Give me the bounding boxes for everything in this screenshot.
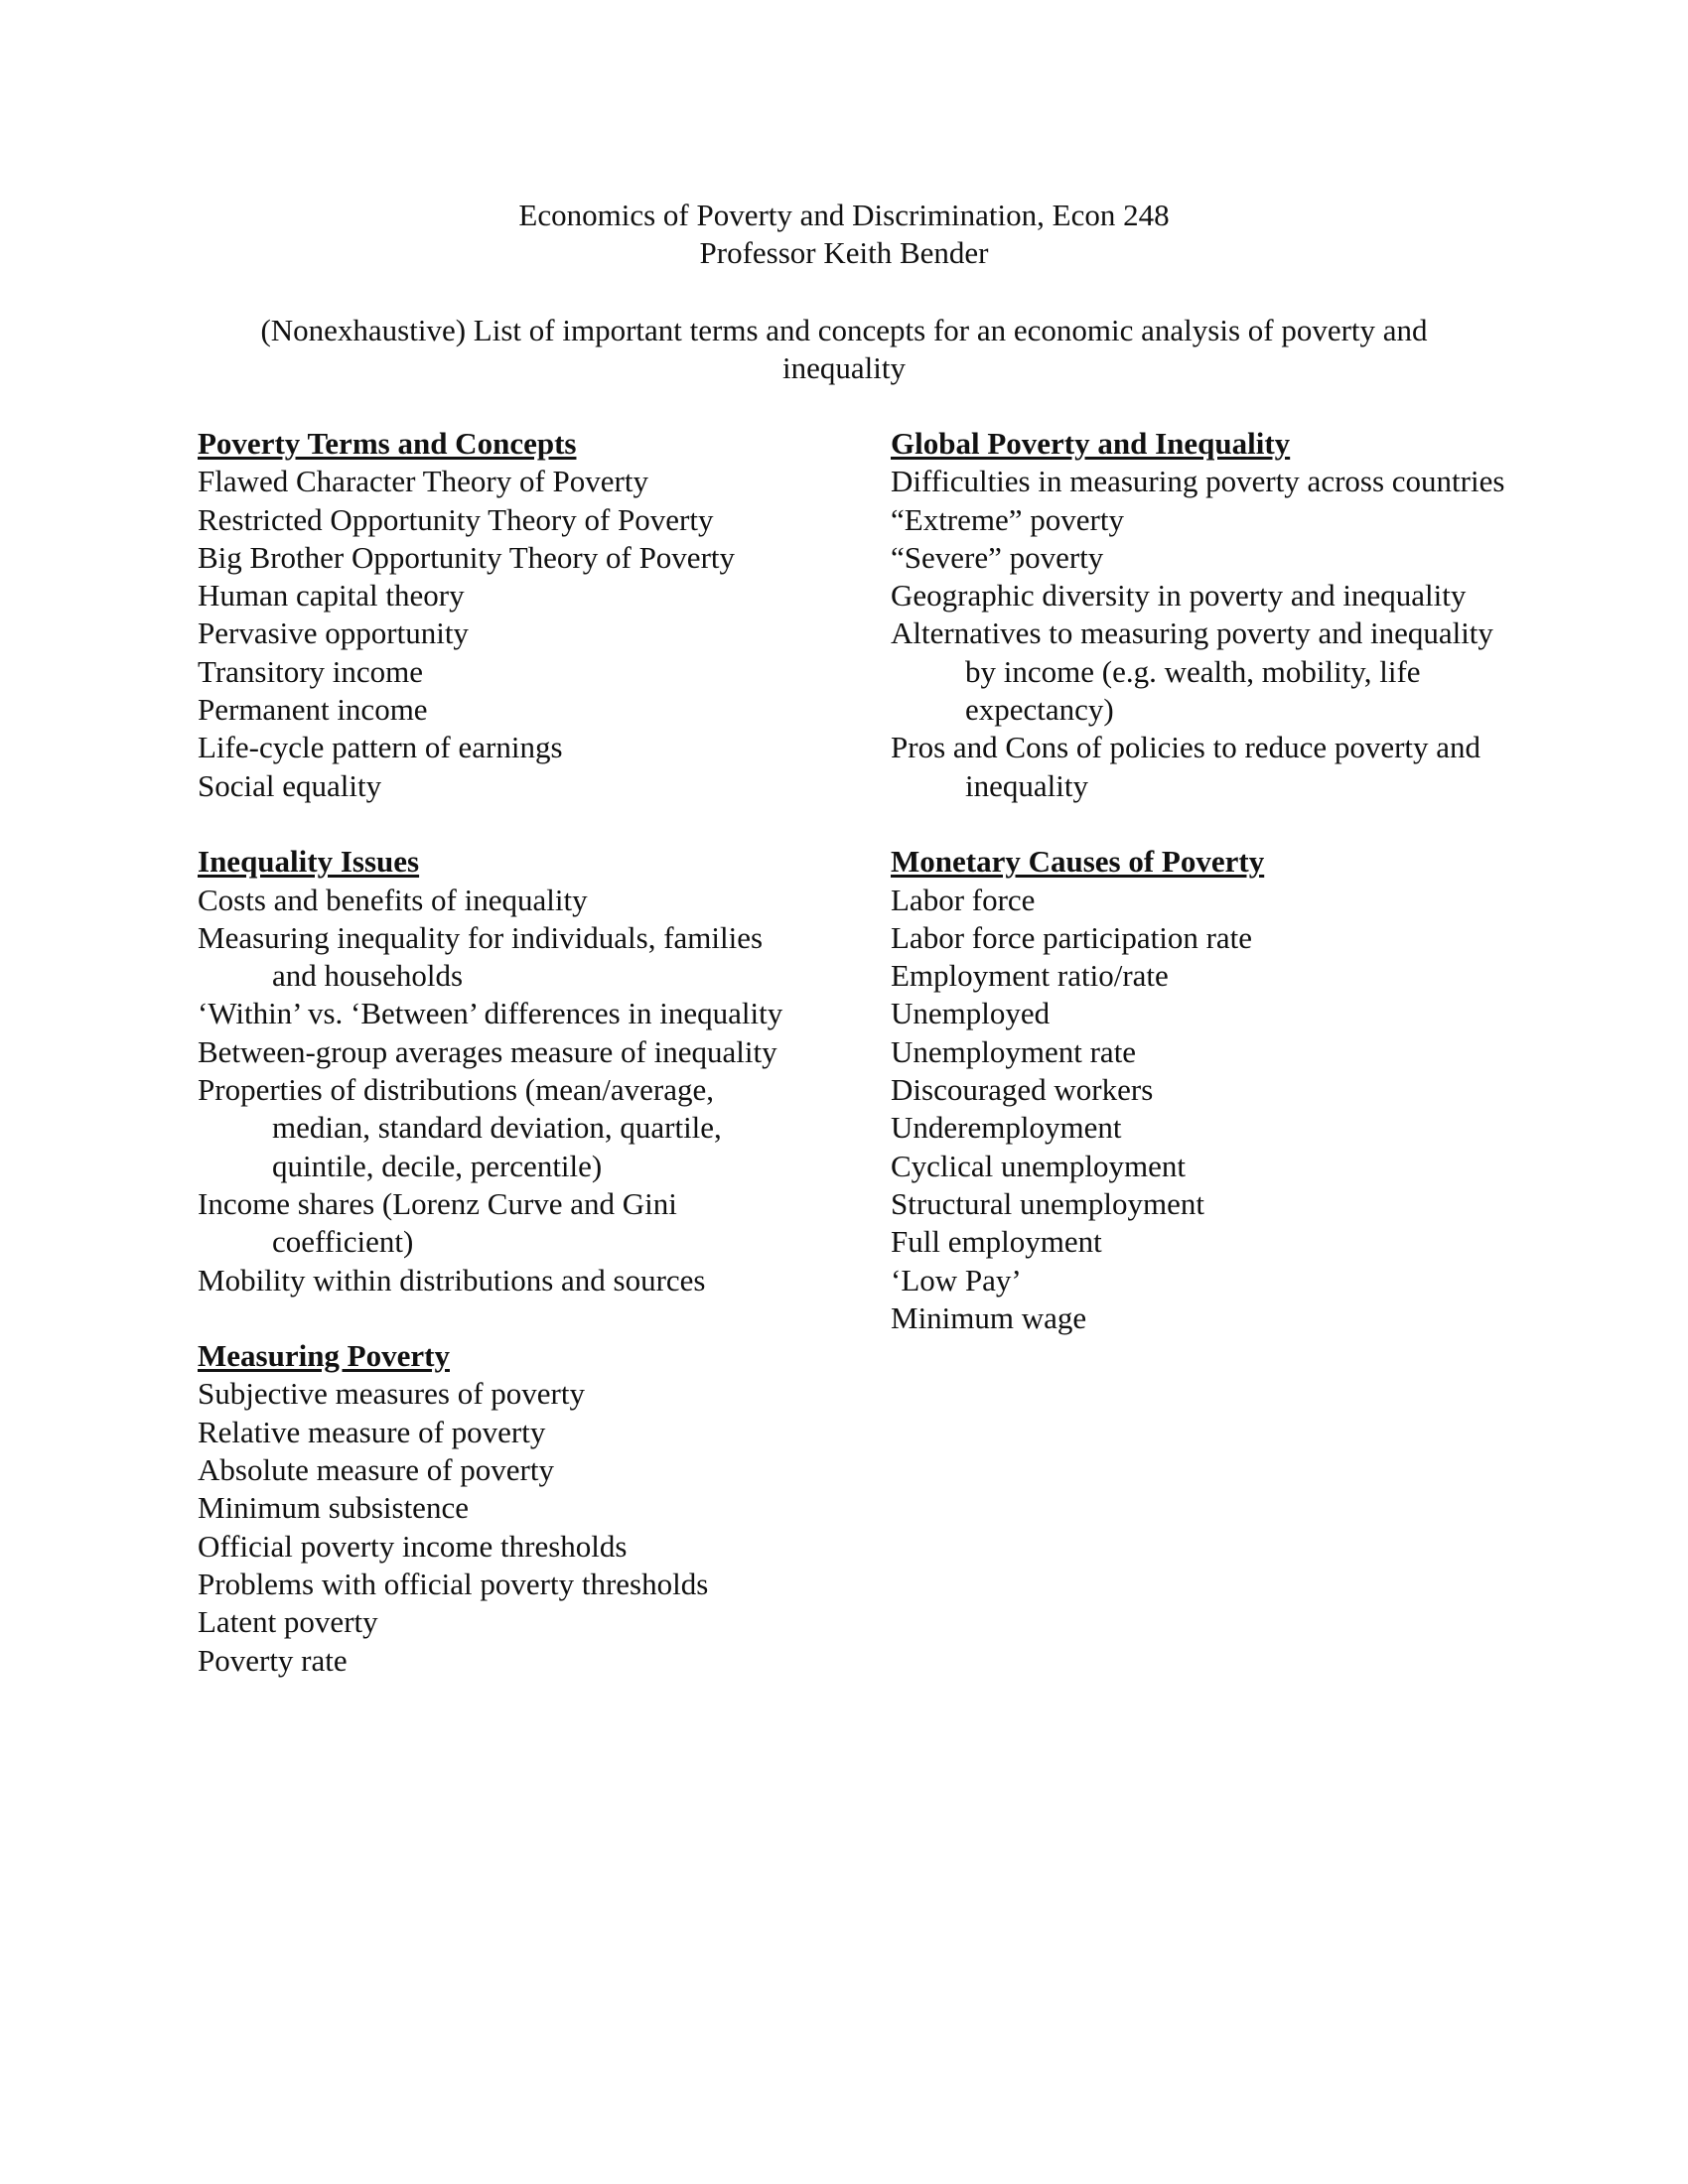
section-title: Measuring Poverty bbox=[198, 1338, 450, 1374]
section-measuring-poverty bbox=[198, 1337, 813, 1680]
list-item: “Severe” poverty bbox=[891, 539, 1104, 575]
list-item: Flawed Character Theory of Poverty bbox=[198, 464, 648, 499]
list-item: Geographic diversity in poverty and inequality bbox=[891, 578, 1467, 614]
section-global-poverty bbox=[891, 425, 1506, 805]
list-item: Unemployed bbox=[891, 996, 1051, 1031]
section-inequality-issues bbox=[198, 843, 813, 1299]
section-poverty-terms bbox=[198, 425, 813, 805]
list-item: Latent poverty bbox=[198, 1604, 378, 1640]
list-item: Minimum subsistence bbox=[198, 1490, 469, 1526]
list-item: Difficulties in measuring poverty across countries bbox=[891, 464, 1505, 499]
list-item: Labor force participation rate bbox=[891, 919, 1253, 955]
list-item: Costs and benefits of inequality bbox=[198, 882, 588, 917]
list-item: ‘Within’ vs. ‘Between’ differences in inequality bbox=[198, 996, 783, 1031]
list-item: Employment ratio/rate bbox=[891, 958, 1169, 994]
list-item: Life-cycle pattern of earnings bbox=[198, 730, 563, 765]
list-item: Measuring inequality for individuals, families and households bbox=[198, 919, 764, 994]
list-item: Official poverty income thresholds bbox=[198, 1528, 628, 1564]
list-item: ‘Low Pay’ bbox=[891, 1262, 1022, 1297]
list-item: Problems with official poverty thresholds bbox=[198, 1566, 709, 1601]
list-item: Relative measure of poverty bbox=[198, 1414, 546, 1449]
list-item: Restricted Opportunity Theory of Poverty bbox=[198, 501, 714, 537]
list-item: Permanent income bbox=[198, 692, 428, 728]
list-item: Structural unemployment bbox=[891, 1185, 1204, 1221]
list-item: Absolute measure of poverty bbox=[198, 1452, 554, 1488]
list-item: “Extreme” poverty bbox=[891, 501, 1124, 537]
left-column bbox=[198, 425, 813, 1717]
section-title: Global Poverty and Inequality bbox=[891, 426, 1291, 461]
right-column bbox=[891, 425, 1506, 1375]
list-item: Pervasive opportunity bbox=[198, 615, 469, 651]
course-title: Economics of Poverty and Discrimination, Econ 248 bbox=[518, 198, 1170, 232]
list-item: Between-group averages measure of inequality bbox=[198, 1033, 777, 1069]
section-title: Monetary Causes of Poverty bbox=[891, 844, 1265, 880]
list-item: Labor force bbox=[891, 882, 1036, 917]
list-item: Transitory income bbox=[198, 653, 424, 689]
list-item: Big Brother Opportunity Theory of Poverty bbox=[198, 539, 736, 575]
section-title: Poverty Terms and Concepts bbox=[198, 426, 577, 461]
document-subtitle: (Nonexhaustive) List of important terms and concepts for an economic analysis of poverty and inequality bbox=[260, 313, 1428, 385]
list-item: Properties of distributions (mean/average, median, standard deviation, quartile, quintile, decile, percentile) bbox=[198, 1072, 722, 1183]
list-item: Underemployment bbox=[891, 1110, 1122, 1146]
document-header bbox=[0, 197, 1688, 272]
list-item: Discouraged workers bbox=[891, 1072, 1154, 1108]
list-item: Human capital theory bbox=[198, 578, 465, 614]
list-item: Subjective measures of poverty bbox=[198, 1376, 585, 1412]
list-item: Minimum wage bbox=[891, 1299, 1087, 1335]
list-item: Social equality bbox=[198, 767, 382, 803]
list-item: Alternatives to measuring poverty and inequality by income (e.g. wealth, mobility, life expectancy) bbox=[891, 615, 1493, 728]
list-item: Unemployment rate bbox=[891, 1033, 1137, 1069]
list-item: Pros and Cons of policies to reduce poverty and inequality bbox=[891, 730, 1481, 803]
list-item: Income shares (Lorenz Curve and Gini coefficient) bbox=[198, 1185, 677, 1260]
list-item: Cyclical unemployment bbox=[891, 1148, 1187, 1183]
section-monetary-causes bbox=[891, 843, 1506, 1337]
professor-name: Professor Keith Bender bbox=[699, 235, 989, 270]
list-item: Mobility within distributions and sources bbox=[198, 1262, 706, 1297]
list-item: Poverty rate bbox=[198, 1642, 348, 1678]
section-title: Inequality Issues bbox=[198, 844, 420, 880]
list-item: Full employment bbox=[891, 1224, 1102, 1260]
